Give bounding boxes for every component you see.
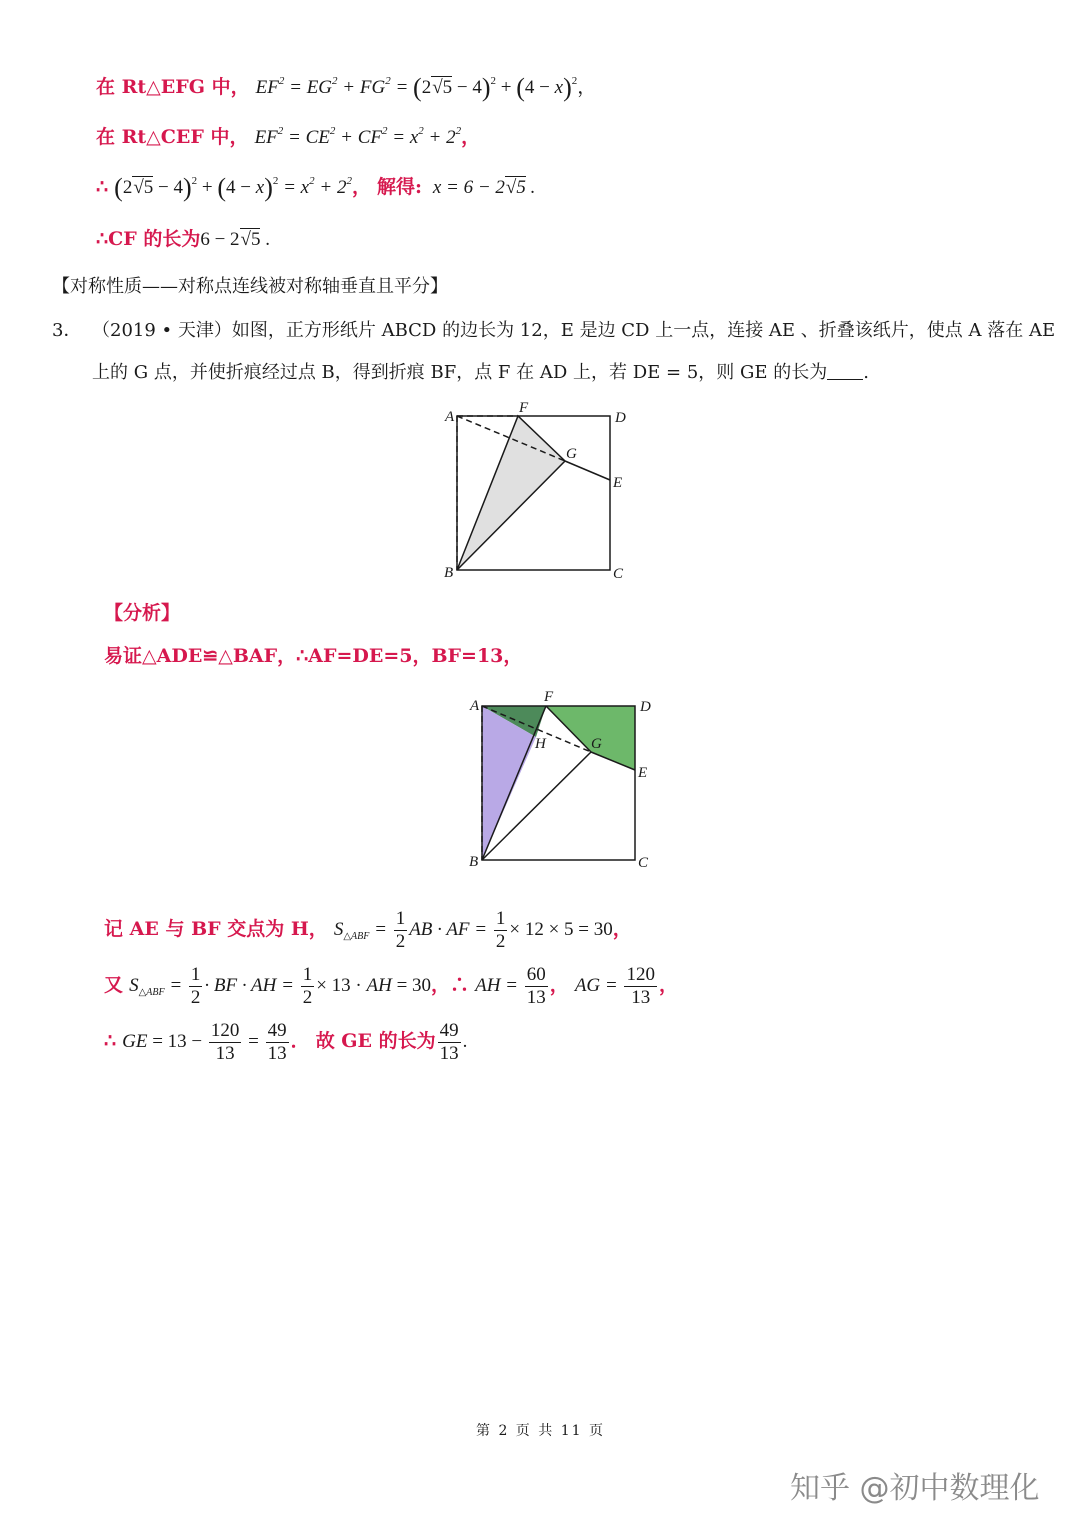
solution-line-1: 在 Rt△EFG 中， $EF^2 = EG^2 + FG^2 = (2√5 - 4)^2 + (4 - x)^2$，	[96, 73, 597, 102]
figure-2	[465, 688, 665, 873]
question-line-2	[92, 358, 869, 384]
question-line-2-end: .	[863, 362, 869, 383]
therefore-symbol: ∴	[96, 176, 109, 198]
fig1-label-f: F	[519, 400, 529, 416]
fig1-shaded-triangle	[457, 416, 565, 570]
analysis-line-2: 记 AE 与 BF 交点为 H， $S_{\triangle ABF}$ = $\frac{1}{2}$ AB · AF = $\frac{1}{2}$ × 12 × 5 = 30，	[104, 907, 632, 952]
page-footer: 第 2 页 共 11 页	[476, 1423, 605, 1439]
question-number: 3．	[52, 320, 82, 341]
fig2-label-g: G	[591, 736, 602, 752]
fig1-label-e: E	[613, 475, 623, 491]
cf-length-prefix: ∴CF 的长为	[96, 228, 201, 250]
analysis-line-3: 又 $S_{\triangle ABF}$ = $\frac{1}{2}$ · BF · AH = $\frac{1}{2}$ × 13 · AH = 30，∴ AH = $\frac{60}{13}$ ， AG = $\frac{120}{13}$ ，	[104, 963, 678, 1008]
line1-prefix: 在 Rt△EFG 中，	[96, 76, 250, 98]
fig1-label-a: A	[445, 409, 455, 425]
solution-line-3: ∴ $(2√5 - 4)^2 + (4 - x)^2 = x^2 + 2^2$， 解得: x = 6 − 2√5 .	[96, 173, 536, 202]
section-heading: 【对称性质——对称点连线被对称轴垂直且平分】	[52, 276, 448, 297]
analysis-line-4: ∴ GE = 13 − $\frac{120}{13}$ = $\frac{49}{13}$ ． 故 GE 的长为 $\frac{49}{13}$ .	[104, 1019, 468, 1064]
fig2-label-e: E	[638, 765, 648, 781]
fig1-label-g: G	[566, 446, 577, 462]
fig2-label-c: C	[638, 855, 649, 871]
analysis-line-4-therefore: ∴	[104, 1030, 117, 1052]
analysis-line-1: 易证△ADE≌△BAF，∴AF=DE=5，BF=13，	[104, 645, 523, 667]
solve-label: 解得:	[377, 176, 423, 198]
fig1-line-ge	[565, 461, 610, 480]
fig1-label-c: C	[613, 566, 624, 582]
fig2-label-b: B	[469, 854, 479, 870]
figure-1	[440, 400, 630, 585]
watermark: 知乎 @初中数理化	[790, 1471, 1040, 1506]
fig2-label-h: H	[535, 736, 546, 752]
question-line-1: （2019 • 天津）如图，正方形纸片 ABCD 的边长为 12，E 是边 CD 上一点，连接 AE 、折叠该纸片，使点 A 落在 AE	[92, 320, 1056, 341]
analysis-line-3-prefix: 又	[104, 974, 124, 996]
fig1-label-d: D	[615, 410, 626, 426]
question-line-2-text: 上的 G 点，并使折痕经过点 B，得到折痕 BF，点 F 在 AD 上，若 DE = 5，则 GE 的长为	[92, 362, 828, 383]
analysis-line-4-text: 故 GE 的长为	[315, 1030, 436, 1052]
solution-line-4: ∴CF 的长为6 − 2√5 .	[96, 228, 270, 250]
analysis-heading: 【分析】	[104, 602, 181, 624]
fig2-label-a: A	[470, 698, 480, 714]
fig2-label-f: F	[544, 689, 554, 705]
solution-line-2: 在 Rt△CEF 中， $EF^2 = CE^2 + CF^2 = x^2 + 2^2$，	[96, 125, 481, 148]
fig1-label-b: B	[444, 565, 454, 581]
fig2-label-d: D	[640, 699, 651, 715]
line2-prefix: 在 Rt△CEF 中，	[96, 126, 249, 148]
analysis-line-2-prefix: 记 AE 与 BF 交点为 H，	[104, 918, 328, 940]
answer-blank	[827, 361, 863, 380]
